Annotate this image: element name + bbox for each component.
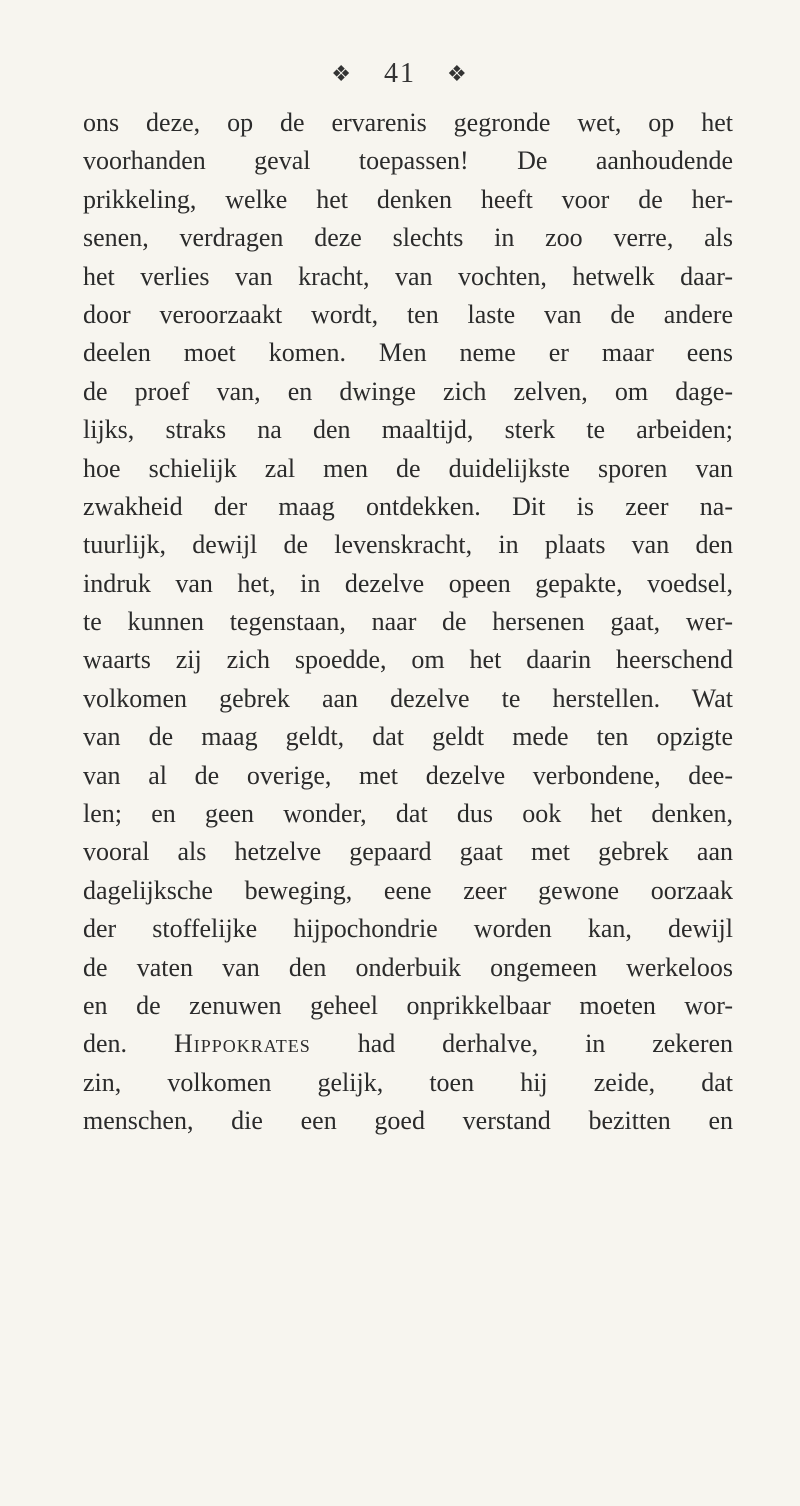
text-line: en de zenuwen geheel onprikkelbaar moeten wor- <box>83 990 733 1020</box>
text-line: waarts zij zich spoedde, om het daarin heerschend <box>83 645 733 675</box>
text-line: zwakheid der maag ontdekken. Dit is zeer na- <box>83 491 733 521</box>
text-line: te kunnen tegenstaan, naar de hersenen gaat, wer- <box>83 607 733 637</box>
ornament-left-icon: ❖ <box>331 60 353 86</box>
text-line: prikkeling, welke het denken heeft voor de her- <box>83 184 733 214</box>
text-line: de vaten van den onderbuik ongemeen werkeloos <box>83 952 733 982</box>
text-line: de proef van, en dwinge zich zelven, om dage- <box>83 376 733 406</box>
text-line: len; en geen wonder, dat dus ook het denken, <box>83 799 733 829</box>
text-line: het verlies van kracht, van vochten, hetwelk daar- <box>83 261 733 291</box>
text-line: indruk van het, in dezelve opeen gepakte, voedsel, <box>83 568 733 598</box>
text-line: dagelijksche beweging, eene zeer gewone oorzaak <box>83 875 733 905</box>
text-line: van de maag geldt, dat geldt mede ten opzigte <box>83 722 733 752</box>
ornament-right-icon: ❖ <box>447 60 469 86</box>
text-line: senen, verdragen deze slechts in zoo verre, als <box>83 223 733 253</box>
text-line: zin, volkomen gelijk, toen hij zeide, dat <box>83 1067 733 1097</box>
text-line: lijks, straks na den maaltijd, sterk te arbeiden; <box>83 415 733 445</box>
text-line: deelen moet komen. Men neme er maar eens <box>83 338 733 368</box>
text-line: volkomen gebrek aan dezelve te herstellen. Wat <box>83 683 733 713</box>
text-fragment: den. <box>83 1029 128 1059</box>
author-name: Hippokrates <box>173 1029 311 1059</box>
text-fragment: had derhalve, in zekeren <box>357 1029 734 1059</box>
page-number: 41 <box>384 57 416 89</box>
text-line: door veroorzaakt wordt, ten laste van de andere <box>83 299 733 329</box>
text-line: der stoffelijke hijpochondrie worden kan, dewijl <box>83 914 733 944</box>
text-line: menschen, die een goed verstand bezitten en <box>83 1106 733 1136</box>
body-text <box>83 104 733 1141</box>
text-line-hippokrates <box>83 1025 733 1063</box>
text-line: hoe schielijk zal men de duidelijkste sporen van <box>83 453 733 483</box>
page-header <box>0 56 800 90</box>
text-line: vooral als hetzelve gepaard gaat met gebrek aan <box>83 837 733 867</box>
text-line: van al de overige, met dezelve verbondene, dee- <box>83 760 733 790</box>
text-line: tuurlijk, dewijl de levenskracht, in plaats van den <box>83 530 733 560</box>
text-line: ons deze, op de ervarenis gegronde wet, op het <box>83 108 733 137</box>
text-line: voorhanden geval toepassen! De aanhoudende <box>83 146 733 176</box>
